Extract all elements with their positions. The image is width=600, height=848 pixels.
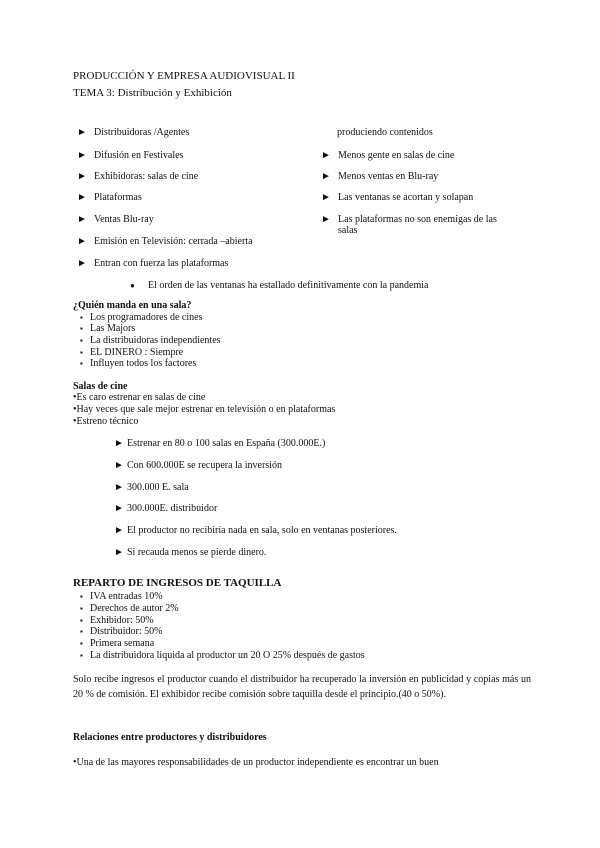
square-bullet-icon: ▪ — [80, 639, 83, 648]
list-item: ▪ IVA entradas 10% — [80, 591, 163, 602]
topic-title: TEMA 3: Distribución y Exhibición — [73, 87, 232, 99]
square-bullet-icon: ▪ — [80, 604, 83, 613]
dot-bullet-icon: • — [73, 416, 77, 427]
dot-bullet-icon: • — [73, 392, 77, 403]
list-item: ▪ La distribuidora liquida al productor un 20 O 25% después de gastos — [80, 650, 365, 661]
cinema-line: •Estreno técnico — [73, 416, 139, 427]
list-item: ► 300.000E. distribuidor — [114, 503, 218, 514]
box-office-paragraph: Solo recibe ingresos el productor cuando el distribuidor ha recuperado la inversión en publicidad y copias más un 20 % de comisión. El exhibidor recibe comisión sobre taquilla desde el principio.(40 o 50%). — [73, 674, 531, 700]
list-item: ► Menos ventas en Blu-ray — [321, 171, 439, 182]
triangle-bullet-icon: ► — [114, 482, 124, 493]
triangle-bullet-icon: ► — [114, 547, 124, 558]
triangle-bullet-icon: ► — [77, 214, 87, 225]
square-bullet-icon: ▪ — [80, 651, 83, 660]
triangle-bullet-icon: ► — [77, 150, 87, 161]
square-bullet-icon: ▪ — [80, 592, 83, 601]
list-item: ► Las ventanas se acortan y solapan — [321, 192, 474, 203]
square-bullet-icon: ▪ — [80, 324, 83, 333]
list-item: ► Distribuidoras /Agentes — [77, 127, 190, 138]
section-heading-who-decides: ¿Quién manda en una sala? — [73, 300, 192, 311]
dot-bullet-icon: • — [73, 404, 77, 415]
square-bullet-icon: ▪ — [80, 359, 83, 368]
list-item-continuation: salas — [338, 225, 358, 236]
list-item: ► El productor no recibiría nada en sala, solo en ventanas posteriores. — [114, 525, 397, 536]
cinema-line: •Es caro estrenar en salas de cine — [73, 392, 206, 403]
section-heading-relations: Relaciones entre productores y distribuidores — [73, 732, 267, 743]
square-bullet-icon: ▪ — [80, 627, 83, 636]
list-item: ► Con 600.000E se recupera la inversión — [114, 460, 282, 471]
list-item: ► Ventas Blu-ray — [77, 214, 154, 225]
list-item: ▪ Derechos de autor 2% — [80, 603, 179, 614]
list-item: ► Si recauda menos se pierde dinero. — [114, 547, 267, 558]
list-item: ► Las plataformas no son enemigas de las — [321, 214, 497, 225]
relations-line: •Una de las mayores responsabilidades de un productor independiente es encontrar un buen — [73, 757, 439, 768]
list-item: ▪ Influyen todos los factores — [80, 358, 197, 369]
section-heading-box-office: REPARTO DE INGRESOS DE TAQUILLA — [73, 577, 282, 589]
list-item: ▪ Distribuidor: 50% — [80, 626, 163, 637]
list-item: ▪ Exhibidor: 50% — [80, 615, 154, 626]
dot-bullet-icon: ● — [130, 281, 135, 290]
triangle-bullet-icon: ► — [114, 438, 124, 449]
triangle-bullet-icon: ► — [77, 171, 87, 182]
square-bullet-icon: ▪ — [80, 336, 83, 345]
square-bullet-icon: ▪ — [80, 616, 83, 625]
triangle-bullet-icon: ► — [321, 192, 331, 203]
list-item: ► Menos gente en salas de cine — [321, 150, 455, 161]
triangle-bullet-icon: ► — [321, 171, 331, 182]
list-item: ► Emisión en Televisión: cerrada –abierta — [77, 236, 253, 247]
list-item: ► Entran con fuerza las plataformas — [77, 258, 229, 269]
square-bullet-icon: ▪ — [80, 313, 83, 322]
list-item: ▪ Primera semana — [80, 638, 155, 649]
dot-bullet-icon: • — [73, 757, 77, 768]
pandemic-note: ● El orden de las ventanas ha estallado definitivamente con la pandemia — [130, 280, 429, 291]
list-item: ▪ La distribuidoras independientes — [80, 335, 221, 346]
triangle-bullet-icon: ► — [321, 214, 331, 225]
triangle-bullet-icon: ► — [77, 127, 87, 138]
triangle-bullet-icon: ► — [114, 503, 124, 514]
course-title: PRODUCCIÓN Y EMPRESA AUDIOVISUAL II — [73, 70, 295, 82]
list-item: ▪ EL DINERO : Siempre — [80, 347, 184, 358]
square-bullet-icon: ▪ — [80, 348, 83, 357]
list-item: ► Estrenar en 80 o 100 salas en España (300.000E.) — [114, 438, 326, 449]
list-item: ► 300.000 E. sala — [114, 482, 189, 493]
triangle-bullet-icon: ► — [77, 192, 87, 203]
triangle-bullet-icon: ► — [77, 236, 87, 247]
list-item: ▪ Las Majors — [80, 323, 136, 334]
triangle-bullet-icon: ► — [114, 525, 124, 536]
triangle-bullet-icon: ► — [114, 460, 124, 471]
triangle-bullet-icon: ► — [321, 150, 331, 161]
list-item: ▪ Los programadores de cines — [80, 312, 203, 323]
list-item: ► Exhibidoras: salas de cine — [77, 171, 199, 182]
cinema-line: •Hay veces que sale mejor estrenar en televisión o en plataformas — [73, 404, 336, 415]
triangle-bullet-icon: ► — [77, 258, 87, 269]
list-item: ► Difusión en Festivales — [77, 150, 184, 161]
list-item: ► Plataformas — [77, 192, 142, 203]
continuation-text: produciendo contenidos — [337, 127, 433, 138]
section-heading-cinemas: Salas de cine — [73, 381, 128, 392]
